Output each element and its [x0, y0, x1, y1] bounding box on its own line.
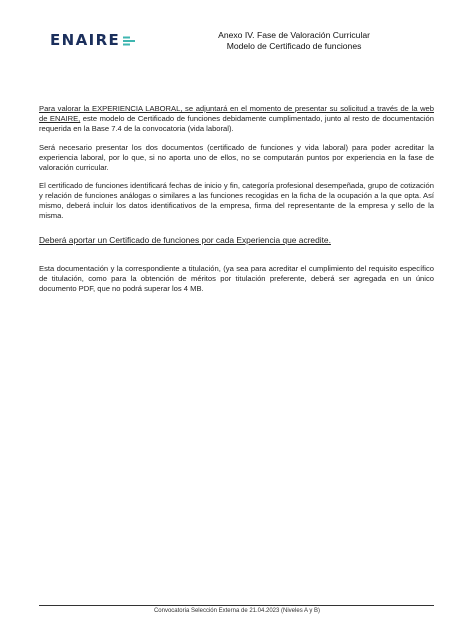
- footer-divider: [39, 605, 434, 606]
- document-header-title: [218, 30, 370, 52]
- header-title-line-1: Anexo IV. Fase de Valoración Curricular: [218, 30, 370, 40]
- paragraph-certificado-contenido: El certificado de funciones identificará fechas de inicio y fin, categoría profesional desempeñada, grupo de cotización y relación de funciones análogas o similares a las funciones recogidas en la ficha de la ocupación a la que opta. Así mismo, deberá incluir los datos identificativos de la empresa, firma del representante de la empresa y sello de la misma.: [39, 181, 434, 221]
- logo-text: ENAIRE: [50, 31, 121, 49]
- enaire-arrow-lines-icon: [123, 36, 136, 46]
- header-title-line-2: Modelo de Certificado de funciones: [226, 41, 362, 51]
- page-footer: Convocatoria Selección Externa de 21.04.2023 (Niveles A y B): [153, 608, 321, 614]
- paragraph-1-rest: este modelo de Certificado de funciones debidamente cumplimentado, junto al resto de documentación requerida en la Base 7.4 de la convocatoria (vida laboral).: [39, 113, 434, 133]
- paragraph-documentos-necesarios: Será necesario presentar los dos documentos (certificado de funciones y vida laboral) para poder acreditar la experiencia laboral, por lo que, si no aporta uno de ellos, no se computarán puntos por experiencia en la fase de valoración curricular.: [39, 142, 434, 172]
- paragraph-aportar-certificado: Deberá aportar un Certificado de funciones por cada Experiencia que acredite.: [39, 235, 331, 246]
- underlined-intro: Para valorar la EXPERIENCIA LABORAL, se adjuntará en el momento de presentar su solicitud a través de la web de ENAIRE,: [39, 104, 434, 123]
- enaire-logo: [50, 31, 136, 49]
- paragraph-documento-pdf: Esta documentación y la correspondiente a titulación, (ya sea para acreditar el cumplimiento del requisito específico de titulación, como para la obtención de méritos por titulación preferente, deberá ser agregada en un único documento PDF, que no podrá superar los 4 MB.: [39, 264, 434, 293]
- document-body: [39, 104, 434, 303]
- paragraph-experiencia-laboral: [39, 104, 434, 134]
